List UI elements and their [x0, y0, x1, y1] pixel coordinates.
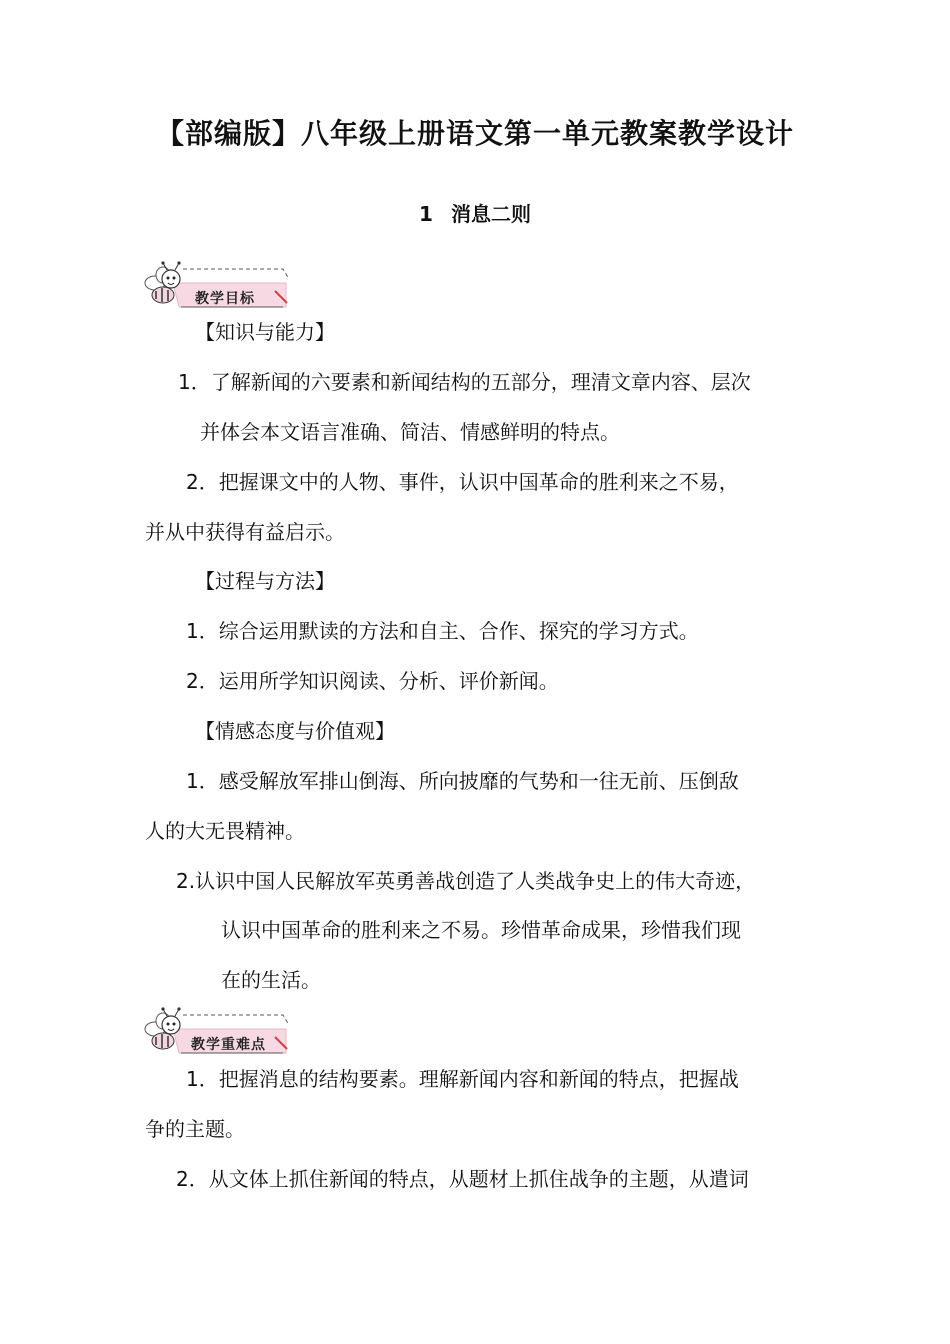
knowledge-heading: 【知识与能力】 — [195, 320, 335, 344]
keypoint-1-line-1: 1．把握消息的结构要素。理解新闻内容和新闻的特点，把握战 — [186, 1067, 739, 1091]
emotion-item-1-line-1: 1．感受解放军排山倒海、所向披靡的气势和一往无前、压倒敌 — [186, 769, 739, 793]
process-item-1: 1．综合运用默读的方法和自主、合作、探究的学习方式。 — [186, 619, 699, 643]
lesson-name: 消息二则 — [450, 202, 531, 226]
lesson-number: 1 — [419, 202, 433, 226]
teaching-goals-badge — [143, 261, 291, 309]
process-item-2: 2．运用所学知识阅读、分析、评价新闻。 — [186, 669, 559, 693]
key-points-label: 教学重难点 — [191, 1037, 266, 1053]
knowledge-item-2-line-1: 2．把握课文中的人物、事件，认识中国革命的胜利来之不易， — [186, 470, 739, 494]
emotion-item-2-line-1: 2.认识中国人民解放军英勇善战创造了人类战争史上的伟大奇迹， — [176, 869, 756, 893]
keypoint-2-line-1: 2．从文体上抓住新闻的特点，从题材上抓住战争的主题，从遣词 — [176, 1167, 749, 1191]
knowledge-item-2-line-2: 并从中获得有益启示。 — [145, 520, 345, 544]
emotion-item-2-line-3: 在的生活。 — [221, 968, 321, 992]
knowledge-item-1-line-2: 并体会本文语言准确、简洁、情感鲜明的特点。 — [200, 420, 620, 444]
teaching-goals-label: 教学目标 — [195, 291, 255, 307]
emotion-heading: 【情感态度与价值观】 — [195, 719, 395, 743]
process-heading: 【过程与方法】 — [195, 569, 335, 593]
knowledge-item-1-line-1: 1．了解新闻的六要素和新闻结构的五部分，理清文章内容、层次 — [178, 370, 751, 394]
document-title: 【部编版】八年级上册语文第一单元教案教学设计 — [155, 117, 794, 150]
emotion-item-2-line-2: 认识中国革命的胜利来之不易。珍惜革命成果，珍惜我们现 — [221, 918, 741, 942]
lesson-heading — [0, 198, 950, 227]
keypoint-1-line-2: 争的主题。 — [145, 1117, 245, 1141]
emotion-item-1-line-2: 人的大无畏精神。 — [145, 819, 305, 843]
key-points-badge — [143, 1007, 291, 1055]
